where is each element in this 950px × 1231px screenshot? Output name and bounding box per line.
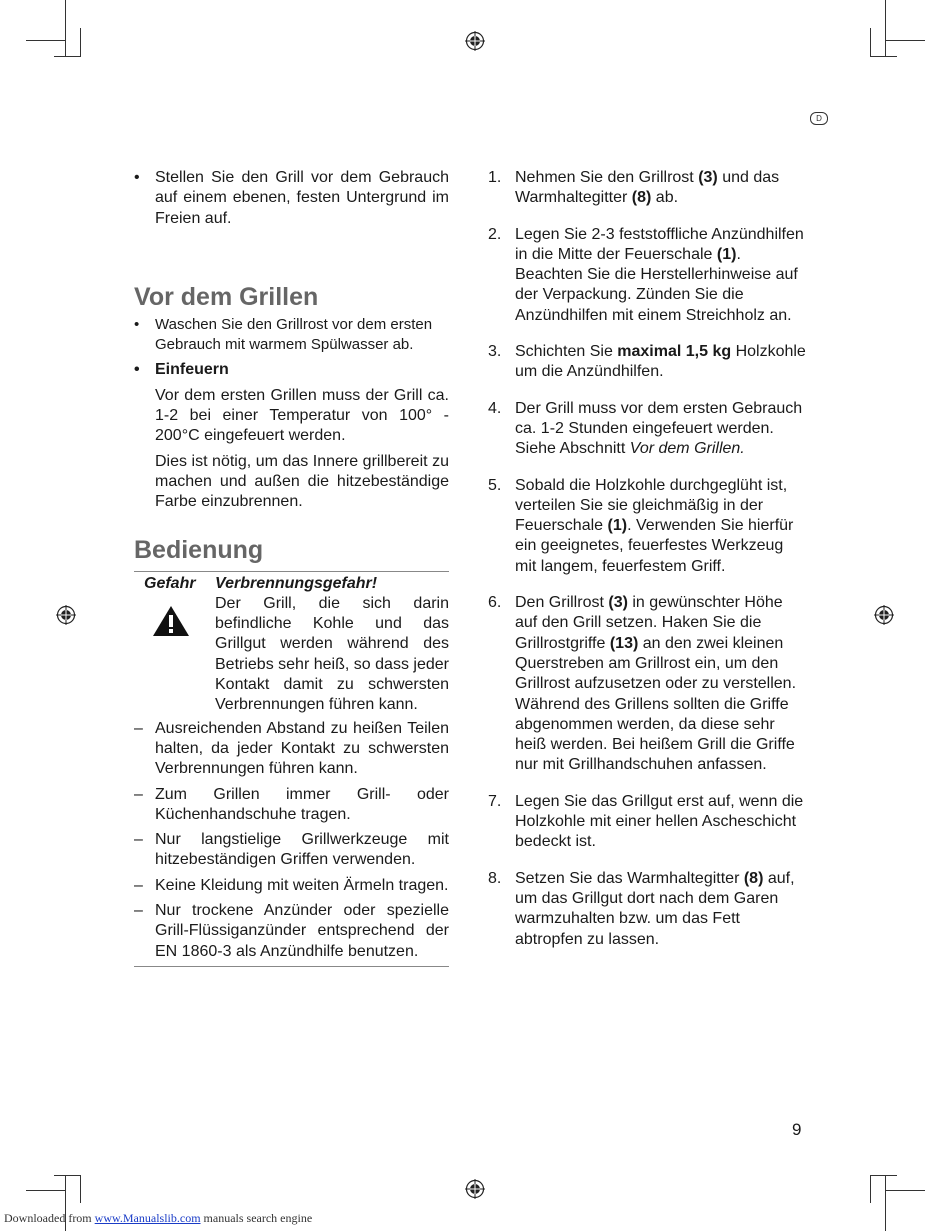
step-text: Holzkohle um die Anzündhilfen.: [515, 343, 806, 381]
dash-item: [134, 719, 449, 780]
dash-item: [134, 901, 449, 962]
footer-text: manuals search engine: [200, 1211, 313, 1225]
right-column: [488, 168, 808, 950]
step-section-reference: Vor dem Grillen.: [629, 440, 745, 458]
dash-mark: –: [134, 831, 143, 849]
crop-mark: [870, 1175, 871, 1203]
crop-mark: [885, 40, 925, 41]
crop-mark: [885, 0, 886, 56]
einfeuern-bullet: [134, 360, 449, 380]
dash-item: [134, 785, 449, 826]
bullet-mark: •: [134, 169, 140, 186]
crop-mark: [26, 40, 66, 41]
dash-mark: –: [134, 785, 143, 803]
warning-title: Verbrennungsgefahr!: [215, 574, 378, 592]
dash-item-text: Ausreichenden Abstand zu heißen Teilen halten, da jeder Kontakt zu schwersten Verbrennungen führen kann.: [155, 719, 449, 778]
step-text: Legen Sie 2-3 feststoffliche Anzündhilfen in die Mitte der Feuerschale: [515, 225, 804, 263]
manualslib-link[interactable]: www.Manualslib.com: [94, 1211, 201, 1225]
wash-bullet-text: Waschen Sie den Grillrost vor dem ersten Gebrauch mit warmem Spülwasser ab.: [155, 315, 433, 354]
dash-item-text: Nur trockene Anzünder oder spezielle Grill-Flüssiganzünder entsprechend der EN 1860-3 als Anzündhilfe benutzen.: [155, 902, 449, 960]
intro-bullet: [134, 168, 449, 229]
step-text: in gewünschter Höhe auf den Grill setzen. Haken Sie die Grillrostgriffe: [515, 594, 783, 652]
step-ref: (1): [716, 245, 737, 263]
step-text: Der Grill muss vor dem ersten Gebrauch ca. 1-2 Stunden eingefeuert werden.: [515, 399, 803, 437]
step-text: Nehmen Sie den Grillrost: [515, 169, 699, 186]
warning-content: [215, 574, 449, 716]
step-item: [488, 869, 808, 950]
registration-mark-icon: [465, 1179, 485, 1199]
step-number: 5.: [488, 476, 502, 494]
crop-mark: [80, 1175, 81, 1203]
dash-item: [134, 876, 449, 896]
step-number: 2.: [488, 225, 502, 243]
registration-mark-icon: [56, 605, 76, 625]
registration-mark-icon: [465, 31, 485, 51]
dash-item-text: Keine Kleidung mit weiten Ärmeln tragen.: [155, 876, 449, 894]
step-ref: (1): [607, 517, 628, 535]
page-number: 9: [792, 1120, 802, 1139]
section-title-vor-dem-grillen: Vor dem Grillen: [134, 282, 319, 311]
bullet-mark: •: [134, 361, 140, 379]
step-ref: (3): [608, 594, 628, 612]
step-item: [488, 792, 808, 853]
intro-bullet-text: Stellen Sie den Grill vor dem Gebrauch auf einem ebenen, festen Untergrund im Freien auf.: [155, 169, 449, 227]
warning-text: Der Grill, die sich darin befindliche Kohle und das Grillgut werden während des Betriebs sehr heiß, so dass jeder Kontakt damit zu schwersten Verbrennungen führen kann.: [215, 594, 449, 714]
step-text: Legen Sie das Grillgut erst auf, wenn die Holzkohle mit einer hellen Ascheschicht bedeckt ist.: [515, 792, 804, 851]
step-text: Siehe Abschnitt: [515, 440, 630, 458]
crop-mark: [870, 56, 897, 57]
crop-mark: [26, 1190, 66, 1191]
crop-mark: [885, 1190, 925, 1191]
einfeuern-paragraph-1: Vor dem ersten Grillen muss der Grill ca. 1-2 bei einer Temperatur von 100° - 200°C eingefeuert werden.: [155, 386, 449, 445]
step-number: 7.: [488, 792, 502, 810]
step-item: [488, 476, 808, 577]
registration-mark-icon: [874, 605, 894, 625]
warning-box: [134, 571, 449, 967]
step-number: 4.: [488, 399, 502, 417]
crop-mark: [54, 56, 81, 57]
dash-item: [134, 830, 449, 871]
crop-mark: [885, 1175, 886, 1231]
step-text: und das Warmhaltegitter: [515, 169, 780, 207]
warning-label: Gefahr: [144, 574, 196, 592]
step-ref: (8): [631, 189, 652, 207]
wash-bullet: [134, 315, 449, 356]
dash-mark: –: [134, 876, 143, 894]
step-ref: (8): [743, 869, 764, 887]
footer-text: Downloaded from: [4, 1211, 95, 1225]
crop-mark: [65, 0, 66, 56]
step-text: . Verwenden Sie hierfür ein geeignetes, feuerfestes Werkzeug mit langem, feuerfestem Griff.: [515, 517, 794, 575]
step-emphasis: maximal 1,5 kg: [617, 343, 732, 361]
step-text: . Beachten Sie die Herstellerhinweise auf der Verpackung. Zünden Sie die Anzündhilfen mit einem Streichholz an.: [515, 245, 798, 324]
step-number: 1.: [488, 169, 502, 186]
step-text: Setzen Sie das Warmhaltegitter: [515, 869, 744, 887]
einfeuern-paragraph-2: Dies ist nötig, um das Innere grillbereit zu machen und außen die hitzebeständige Farbe einzubrennen.: [155, 452, 449, 511]
language-badge: D: [810, 112, 828, 125]
step-item: [488, 399, 808, 460]
step-number: 6.: [488, 594, 502, 612]
crop-mark: [80, 28, 81, 56]
einfeuern-title: Einfeuern: [155, 361, 229, 379]
step-item: [488, 225, 808, 326]
step-number: 8.: [488, 869, 502, 887]
step-text: an den zwei kleinen Querstreben am Grillrost ein, um den Grillrost aufzusetzen oder zu verstellen. Während des Grillens sollten die Griffe abgenommen werden, da diese sehr heiß werden. Bei heißem Grill die Griffe nur mit Grillhandschuhen anfassen.: [515, 634, 797, 774]
bullet-mark: •: [134, 315, 140, 333]
warning-row: [134, 572, 449, 716]
crop-mark: [870, 28, 871, 56]
warning-triangle-icon: [152, 605, 190, 637]
step-text: auf, um das Grillgut dort nach dem Garen warmzuhalten bzw. um das Fett abtropfen zu lassen.: [515, 869, 795, 948]
step-text: Sobald die Holzkohle durchgeglüht ist, verteilen Sie sie gleichmäßig in der Feuerschale: [515, 476, 788, 535]
step-ref: (3): [698, 169, 718, 186]
crop-mark: [54, 1175, 81, 1176]
left-column: [134, 168, 449, 967]
dash-mark: –: [134, 719, 143, 737]
step-item: [488, 168, 808, 209]
dash-item-text: Nur langstielige Grillwerkzeuge mit hitzebeständigen Griffen verwenden.: [155, 831, 449, 869]
step-text: Den Grillrost: [515, 594, 609, 612]
download-footer: [4, 1211, 312, 1226]
step-number: 3.: [488, 343, 502, 361]
step-ref: (13): [609, 634, 639, 652]
step-text: ab.: [651, 189, 679, 207]
dash-item-text: Zum Grillen immer Grill- oder Küchenhandschuhe tragen.: [155, 785, 449, 823]
dash-mark: –: [134, 902, 143, 920]
crop-mark: [870, 1175, 897, 1176]
section-title-bedienung: Bedienung: [134, 535, 264, 564]
step-item: [488, 593, 808, 776]
step-text: Schichten Sie: [515, 343, 618, 361]
step-item: [488, 342, 808, 383]
dash-list: [134, 719, 449, 966]
